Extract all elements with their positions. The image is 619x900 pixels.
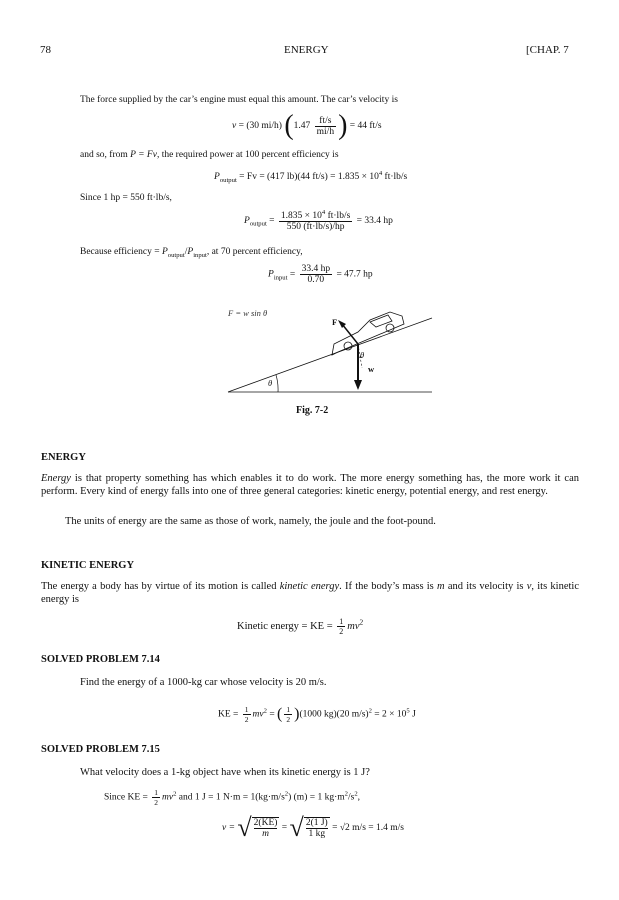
- paragraph: Energy is that property something has which enables it to do work. The more energy something has, the more work it can perform. Every kind of energy falls into one of three general categories: kinetic energy, potential energy, and rest energy.: [41, 473, 579, 497]
- angle-arc: [276, 375, 278, 392]
- car-icon: [332, 312, 404, 355]
- paragraph: Since 1 hp = 550 ft·lb/s,: [80, 193, 172, 203]
- section-heading-problem-7-14: SOLVED PROBLEM 7.14: [41, 654, 160, 665]
- figure-label-theta: θ: [360, 350, 365, 360]
- equation-power-input: $P_{input}$ = $\frac{33.4 hp}{0.70}$ = 47.7 hp: [268, 264, 373, 285]
- force-arrow: [342, 324, 358, 344]
- section-heading-problem-7-15: SOLVED PROBLEM 7.15: [41, 744, 160, 755]
- problem-question: Find the energy of a 1000-kg car whose velocity is 20 m/s.: [80, 677, 327, 688]
- paragraph: The units of energy are the same as those of work, namely, the joule and the foot-pound.: [65, 516, 436, 527]
- equation-problem-7-15: v = √ $\frac{2(KE)}{m}$ = √ $\frac{2(1 J)}{1 kg}$ = √2 m/s = 1.4 m/s: [222, 813, 404, 842]
- page-number: 78: [40, 44, 51, 56]
- figure-formula: F = w sin θ: [228, 308, 268, 318]
- chapter-label: [CHAP. 7: [526, 44, 569, 56]
- equation-kinetic-energy: Kinetic energy = KE = $\frac{1}{2}$ $mv^2$: [237, 617, 364, 636]
- paragraph: The force supplied by the car’s engine must equal this amount. The car’s velocity is: [80, 95, 398, 105]
- figure-label-w: w: [368, 364, 375, 374]
- equation-power-output-hp: $P_{output}$ = $\frac{1.835 \times 10^4 ft\cdot lb/s}{550 (ft\cdot lb/s)/hp}$ = 33.4 hp: [244, 209, 393, 233]
- figure-label-theta: θ: [268, 378, 273, 388]
- figure-label-F: F: [332, 317, 338, 327]
- equation-power-output: $P_{output} = Fv = (417$ lb)(44 $ft/s) = 1.835 \times 10^4$ ft·lb/s: [214, 170, 408, 185]
- running-header: ENERGY: [284, 44, 329, 56]
- problem-question: What velocity does a 1-kg object have when its kinetic energy is 1 J?: [80, 767, 370, 778]
- equation-problem-7-14: KE = $\frac{1}{2}$ $mv^2$ = ( $\frac{1}{2}$ )(1000 kg)(20 $m/s)^2 = 2 \times 10^5$ J: [218, 705, 416, 724]
- equation-velocity: v = (30 mi/h) (1.47 $\frac{ft/s}{mi/h}$ ) = 44 ft/s: [232, 110, 382, 141]
- paragraph: Since KE = $\frac{1}{2}$ $mv^2$ and 1 J = 1 $N\cdot m = 1(kg\cdot m/s^2) (m) = 1$ $kg\cdot m^2/s^2$,: [104, 788, 361, 807]
- section-heading-energy: ENERGY: [41, 452, 86, 463]
- paragraph: and so, from P = Fv, the required power at 100 percent efficiency is: [80, 150, 339, 160]
- paragraph: The energy a body has by virtue of its motion is called kinetic energy. If the body’s mass is m and its velocity is v, its kinetic energy is: [41, 581, 579, 605]
- section-heading-kinetic-energy: KINETIC ENERGY: [41, 560, 135, 571]
- figure-caption: Fig. 7-2: [296, 405, 329, 416]
- incline-line: [228, 318, 432, 392]
- paragraph: Because efficiency = $P_{output}/P_{input}$, at 70 percent efficiency,: [80, 247, 303, 259]
